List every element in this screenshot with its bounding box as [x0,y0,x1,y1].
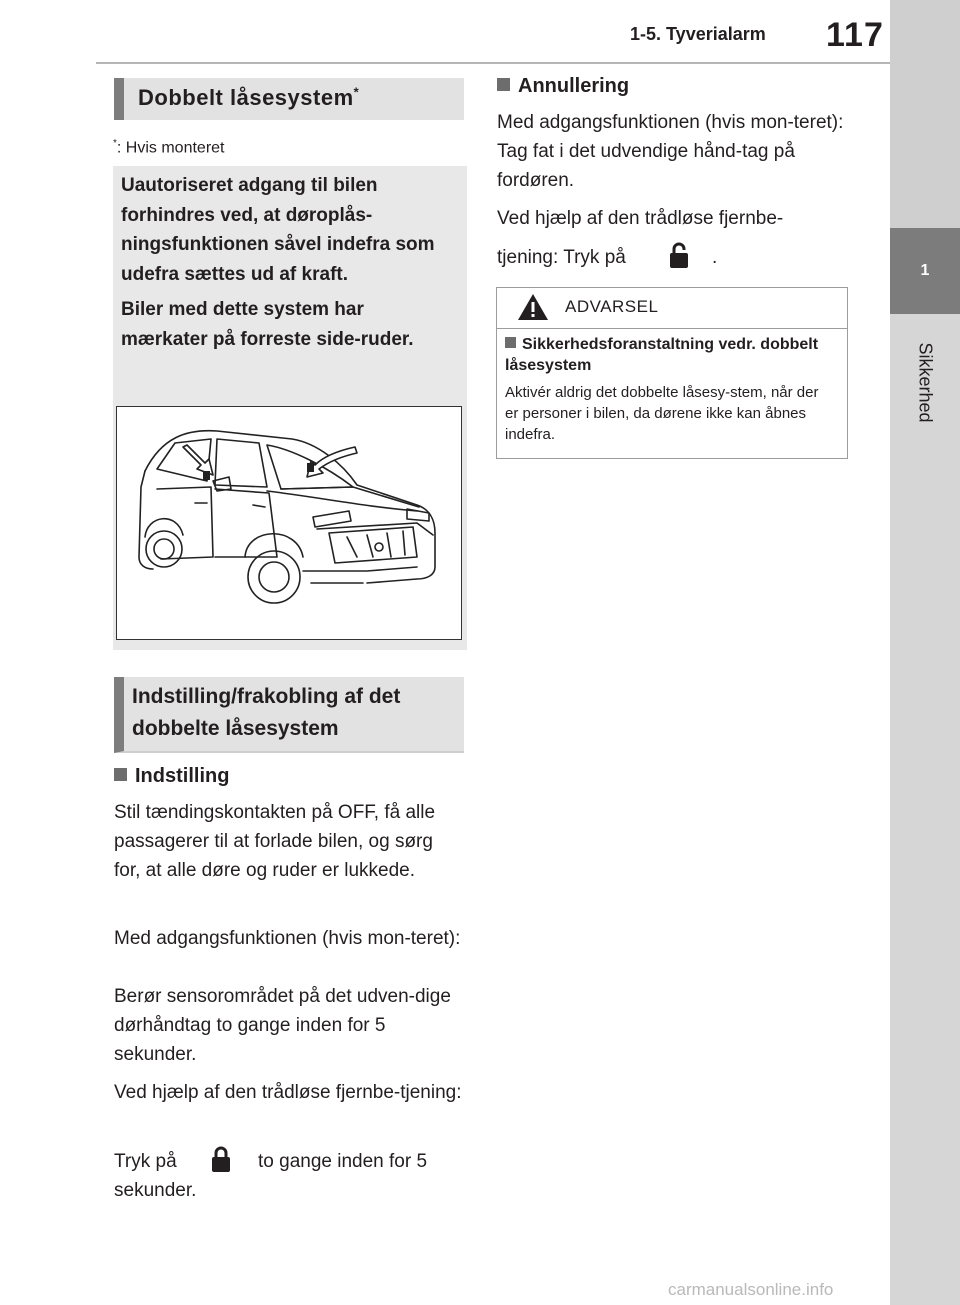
page-number: 117 [826,16,884,54]
setting-paragraph-3: Ved hjælp af den trådløse fjernbe-tjening: [114,1082,462,1103]
footnote-mark: * [113,138,117,149]
unlock-icon [669,241,689,269]
warning-body: Aktivér aldrig det dobbelte låsesy-stem, når der er personer i bilen, da dørene ikke kan åbnes indefra. [505,384,819,443]
setting-p4-line2: sekunder. [114,1180,197,1201]
lock-icon [211,1145,231,1173]
chapter-label: Sikkerhed [915,342,936,423]
subheading-setting-text: Indstilling [135,765,230,787]
setting-paragraph-2a: Med adgangsfunktionen (hvis mon-teret): [114,928,461,949]
info-paragraph-2: Biler med dette system har mærkater på forreste side-ruder. [121,299,414,350]
cancel-paragraph-1: Med adgangsfunktionen (hvis mon-teret): Tag fat i det udvendige hånd-tag på fordøren. [497,112,844,191]
subheading-cancel-text: Annullering [518,75,630,97]
car-illustration-frame [116,406,462,640]
warning-triangle-icon [516,292,550,322]
square-bullet-icon [505,337,516,348]
section-heading-double-lock [114,78,464,120]
side-tab-bottom [890,314,960,1305]
warning-title: ADVARSEL [565,297,659,316]
chapter-number-tab: 1 [890,228,960,314]
setting-paragraph-1: Stil tændingskontakten på OFF, få alle passagerer til at forlade bilen, og sørg for, at alle døre og ruder er lukkede. [114,802,436,881]
car-illustration [117,407,460,638]
cancel-paragraph-2-line1: Ved hjælp af den trådløse fjernbe- [497,208,784,229]
info-paragraph-1: Uautoriseret adgang til bilen forhindres ved, at døroplås-ningsfunktionen såvel indefra som udefra sættes ud af kraft. [121,175,435,285]
subheading-cancel [497,75,629,98]
warning-subheading [505,334,835,376]
setting-p4-after: to gange inden for 5 [258,1151,428,1172]
section-heading-setting: Indstilling/frakobling af det dobbelte låsesystem [114,677,464,753]
footnote [113,138,225,157]
warning-subheading-text: Sikkerhedsforanstaltning vedr. dobbelt låsesystem [505,336,819,374]
section-title: 1-5. Tyverialarm [630,24,766,44]
heading-text: Dobbelt låsesystem [138,85,354,110]
footnote-text: : Hvis monteret [116,139,225,157]
watermark: carmanualsonline.info [668,1280,834,1299]
cancel-paragraph-2-after: . [712,247,718,268]
side-tab-top [890,0,960,228]
subheading-setting [114,765,229,788]
setting-paragraph-2b: Berør sensorområdet på det udven-dige dørhåndtag to gange inden for 5 sekunder. [114,986,451,1065]
square-bullet-icon [114,768,127,781]
cancel-paragraph-2-before: tjening: Tryk på [497,247,626,268]
setting-p4-before: Tryk på [114,1151,177,1172]
square-bullet-icon [497,78,510,91]
header-divider [96,62,890,64]
heading-footnote-mark: * [353,84,360,100]
